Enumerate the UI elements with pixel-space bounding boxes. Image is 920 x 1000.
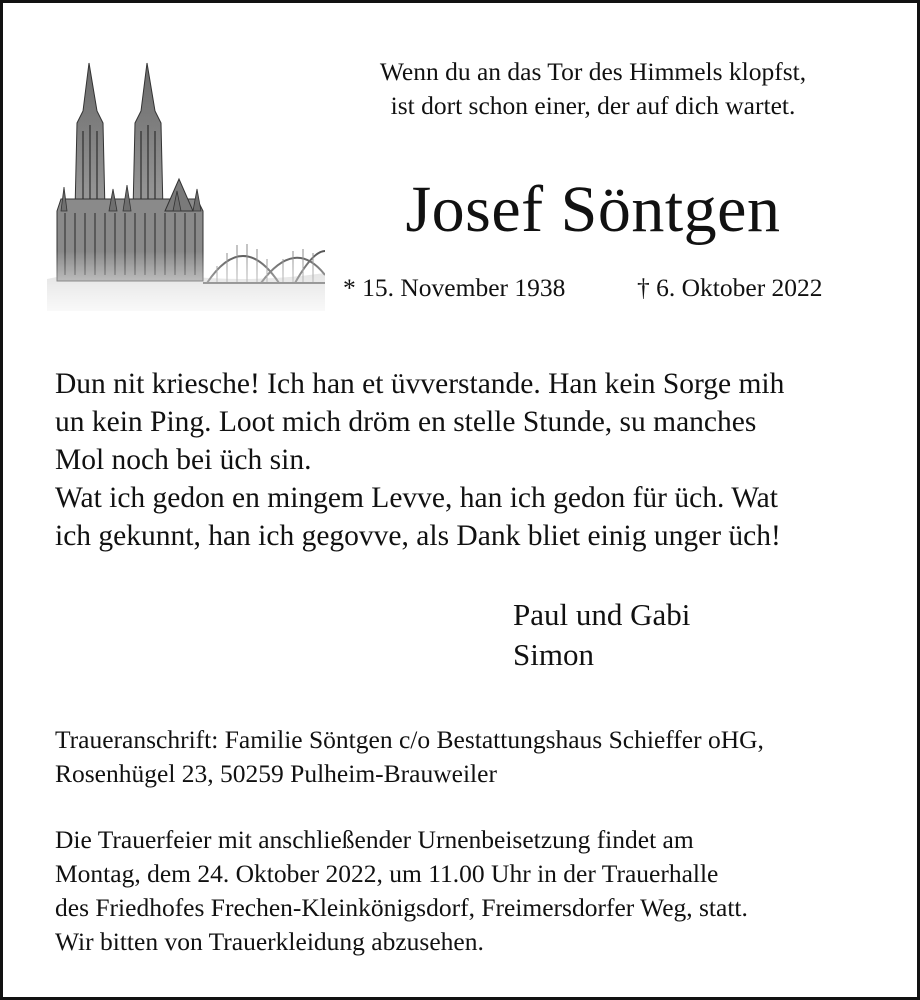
service-line: Die Trauerfeier mit anschließender Urnenbeisetzung findet am <box>55 825 694 854</box>
address-line-2: Rosenhügel 23, 50259 Pulheim-Brauweiler <box>55 759 497 788</box>
deceased-name: Josef Söntgen <box>405 173 781 246</box>
poem-line: Mol noch bei üch sin. <box>55 444 312 476</box>
quote-line-2: ist dort schon einer, der auf dich wartet. <box>390 91 796 120</box>
mourning-address <box>55 723 764 791</box>
death-date: † 6. Oktober 2022 <box>637 273 823 302</box>
poem <box>55 365 875 555</box>
birth-date: * 15. November 1938 <box>343 273 566 302</box>
signers-line-2: Simon <box>513 637 594 672</box>
poem-line: un kein Ping. Loot mich dröm en stelle Stunde, su manches <box>55 406 757 438</box>
service-line: des Friedhofes Frechen-Kleinkönigsdorf, Freimersdorfer Weg, statt. <box>55 893 748 922</box>
poem-line: ich gekunnt, han ich gegovve, als Dank bliet einig unger üch! <box>55 520 781 552</box>
poem-line: Dun nit kriesche! Ich han et üvverstande. Han kein Sorge mih <box>55 368 785 400</box>
address-line-1: Traueranschrift: Familie Söntgen c/o Bestattungshaus Schieffer oHG, <box>55 725 764 754</box>
service-line: Montag, dem 24. Oktober 2022, um 11.00 Uhr in der Trauerhalle <box>55 859 719 888</box>
service-line: Wir bitten von Trauerkleidung abzusehen. <box>55 927 484 956</box>
quote-line-1: Wenn du an das Tor des Himmels klopfst, <box>379 57 807 86</box>
cathedral-bridge-icon <box>47 61 325 311</box>
service-info <box>55 823 748 959</box>
poem-line: Wat ich gedon en mingem Levve, han ich gedon für üch. Wat <box>55 482 778 514</box>
signers <box>513 595 690 675</box>
signers-line-1: Paul und Gabi <box>513 597 691 632</box>
quote <box>333 55 853 123</box>
